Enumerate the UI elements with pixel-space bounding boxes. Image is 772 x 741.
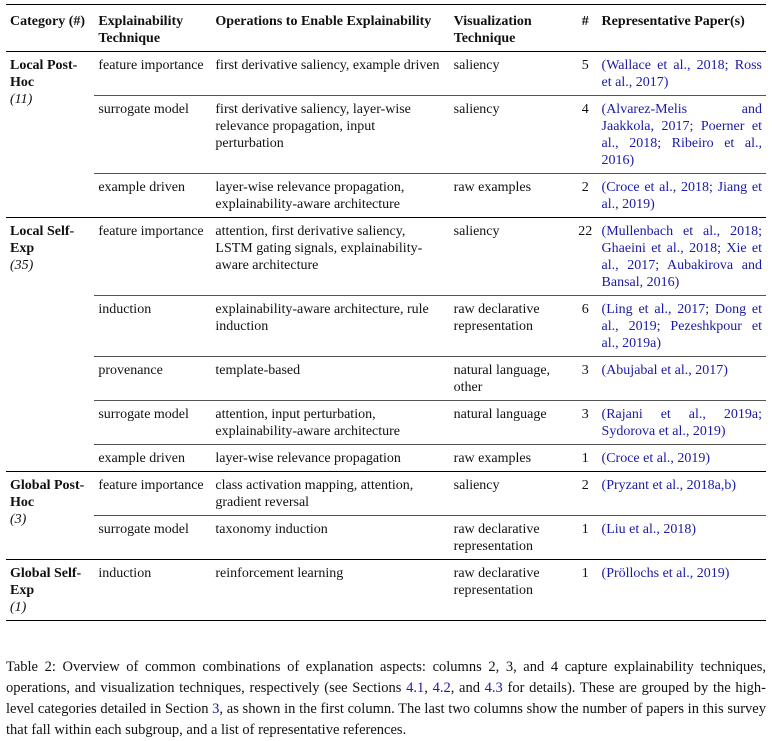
operations-cell: class activation mapping, attention, gradient reversal (215, 478, 414, 510)
table-row (6, 52, 766, 96)
visualization-cell: natural language (450, 401, 573, 445)
table-row (6, 516, 766, 560)
overview-table (6, 4, 766, 621)
caption-text-2: for details). These are grouped by the high-level categories detailed in Section (6, 680, 767, 717)
table-row (6, 357, 766, 401)
paper-count-cell: 1 (573, 516, 598, 560)
category-count: (11) (10, 92, 33, 107)
paper-count-cell: 3 (573, 401, 598, 445)
operations-cell: reinforcement learning (215, 566, 344, 581)
operations-cell: explainability-aware architecture, rule induction (211, 296, 449, 357)
visualization-cell: saliency (450, 96, 573, 174)
technique-cell: surrogate model (94, 401, 211, 445)
paper-count-cell: 4 (573, 96, 598, 174)
operations-cell: attention, first derivative saliency, LSTM gating signals, explainability-aware architecture (215, 224, 423, 273)
operations-cell: attention, input perturbation, explainability-aware architecture (211, 401, 449, 445)
table-row (6, 472, 766, 516)
table-body (6, 52, 766, 621)
papers-cell[interactable]: (Pröllochs et al., 2019) (601, 566, 730, 581)
header-papers: Representative Paper(s) (601, 14, 745, 29)
visualization-cell: saliency (453, 224, 500, 239)
header-count: # (581, 14, 589, 29)
operations-cell: first derivative saliency, layer-wise relevance propagation, input perturbation (211, 96, 449, 174)
category-count: (1) (10, 600, 27, 615)
category-name: Global Post-Hoc (10, 478, 85, 510)
caption-text-1: Table 2: Overview of common combinations of explanation aspects: columns 2, 3, and 4 capture explainability techniques, operations, and visualization techniques, respectively (see Sections (6, 659, 766, 696)
technique-cell: feature importance (98, 478, 204, 493)
visualization-cell: raw declarative representation (453, 566, 540, 598)
header-category: Category (#) (10, 14, 86, 29)
visualization-cell: saliency (453, 58, 500, 73)
header-visualization: Visualization Technique (453, 14, 532, 46)
operations-cell: layer-wise relevance propagation, explainability-aware architecture (211, 174, 449, 218)
paper-count-cell: 1 (581, 566, 589, 581)
caption-sep-1: , (424, 680, 433, 696)
visualization-cell: raw declarative representation (450, 296, 573, 357)
technique-cell: provenance (94, 357, 211, 401)
table-row (6, 296, 766, 357)
category-count: (3) (10, 512, 27, 527)
header-row (6, 5, 766, 52)
papers-cell[interactable]: (Ling et al., 2017; Dong et al., 2019; Pezeshkpour et al., 2019a) (598, 296, 766, 357)
header-operations: Operations to Enable Explainability (215, 14, 432, 29)
section-link-4-2[interactable]: 4.2 (432, 680, 451, 696)
paper-count-cell: 3 (573, 357, 598, 401)
technique-cell: feature importance (98, 58, 204, 73)
papers-cell[interactable]: (Abujabal et al., 2017) (598, 357, 766, 401)
paper-count-cell: 6 (573, 296, 598, 357)
paper-count-cell: 5 (581, 58, 589, 73)
category-cell (6, 472, 94, 560)
technique-cell: induction (94, 296, 211, 357)
papers-cell[interactable]: (Rajani et al., 2019a; Sydorova et al., 2019) (598, 401, 766, 445)
table-row (6, 560, 766, 621)
caption-text-3: , as shown in the first column. The last two columns show the number of papers in this survey that fall within each subgroup, and a list of representative references. (6, 701, 766, 738)
category-cell (6, 52, 94, 218)
table-row (6, 174, 766, 218)
technique-cell: induction (98, 566, 152, 581)
technique-cell: example driven (94, 174, 211, 218)
table-row (6, 445, 766, 472)
papers-cell[interactable]: (Wallace et al., 2018; Ross et al., 2017) (601, 58, 762, 90)
paper-count-cell: 2 (573, 174, 598, 218)
operations-cell: taxonomy induction (211, 516, 449, 560)
category-count: (35) (10, 258, 34, 273)
table-caption (6, 657, 766, 741)
papers-cell[interactable]: (Croce et al., 2018; Jiang et al., 2019) (598, 174, 766, 218)
section-link-4-3[interactable]: 4.3 (484, 680, 503, 696)
section-link-3[interactable]: 3 (212, 701, 220, 717)
category-name: Global Self-Exp (10, 566, 82, 598)
category-cell (6, 218, 94, 472)
visualization-cell: saliency (453, 478, 500, 493)
paper-count-cell: 22 (578, 224, 593, 239)
technique-cell: example driven (94, 445, 211, 472)
category-name: Local Self-Exp (10, 224, 75, 256)
section-link-4-1[interactable]: 4.1 (406, 680, 425, 696)
technique-cell: surrogate model (94, 516, 211, 560)
papers-cell[interactable]: (Liu et al., 2018) (598, 516, 766, 560)
papers-cell[interactable]: (Pryzant et al., 2018a,b) (601, 478, 737, 493)
paper-count-cell: 2 (581, 478, 589, 493)
papers-cell[interactable]: (Alvarez-Melis and Jaakkola, 2017; Poerner et al., 2018; Ribeiro et al., 2016) (598, 96, 766, 174)
operations-cell: layer-wise relevance propagation (211, 445, 449, 472)
table-row (6, 401, 766, 445)
operations-cell: first derivative saliency, example driven (215, 58, 440, 73)
visualization-cell: natural language, other (450, 357, 573, 401)
header-technique: Explainability Technique (98, 14, 184, 46)
caption-sep-2: , and (450, 680, 485, 696)
papers-cell[interactable]: (Croce et al., 2019) (598, 445, 766, 472)
papers-cell[interactable]: (Mullenbach et al., 2018; Ghaeini et al., 2018; Xie et al., 2017; Aubakirova and Bansal, 2016) (601, 224, 762, 290)
category-name: Local Post-Hoc (10, 58, 78, 90)
category-cell (6, 560, 94, 621)
operations-cell: template-based (211, 357, 449, 401)
visualization-cell: raw examples (450, 445, 573, 472)
technique-cell: feature importance (98, 224, 204, 239)
technique-cell: surrogate model (94, 96, 211, 174)
visualization-cell: raw declarative representation (450, 516, 573, 560)
table-row (6, 218, 766, 296)
paper-count-cell: 1 (573, 445, 598, 472)
table-row (6, 96, 766, 174)
visualization-cell: raw examples (450, 174, 573, 218)
